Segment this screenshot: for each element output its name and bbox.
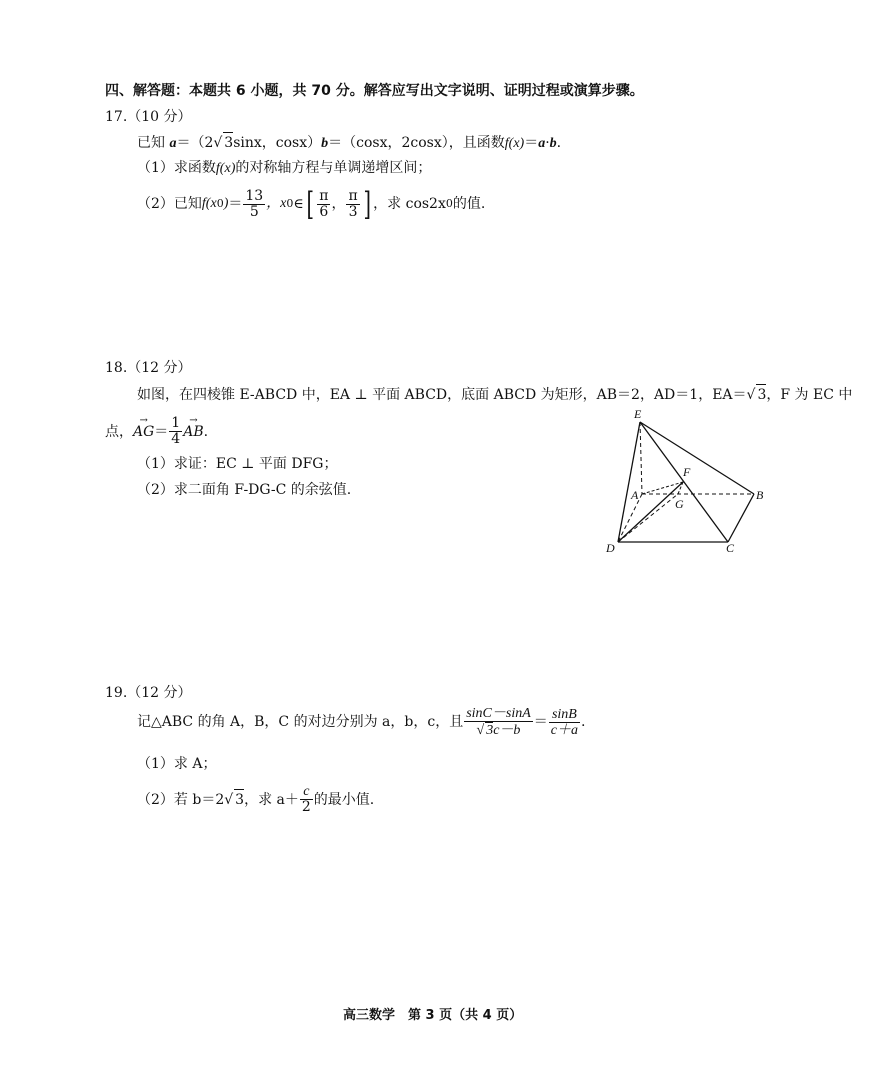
q17-pi6-den: 6 [319, 203, 329, 220]
q19-f2-den: c＋a [550, 722, 578, 738]
q17-ab-b: b [549, 136, 557, 151]
q18-stem1-end: ，F 为 EC 中 [766, 387, 853, 403]
q17-pi3-den: 3 [348, 203, 358, 220]
q19-part2-suffix: 的最小值. [313, 791, 375, 808]
label-F: F [683, 465, 691, 479]
q19-fraction-2 [549, 707, 580, 738]
label-E: E [634, 407, 642, 421]
q17-frac-num: 13 [245, 187, 264, 204]
q18-vector-ag: → AG [133, 422, 154, 442]
q19-f1-num: sinC－sinA [466, 706, 531, 721]
edge-CB [728, 494, 754, 542]
q19-stem-prefix: 记△ABC 的角 A，B，C 的对边分别为 a，b，c，且 [137, 714, 464, 730]
q19-number: 19.（12 分） [105, 685, 192, 701]
edge-EA [640, 422, 642, 494]
q17-a-components: sinx，cosx） [233, 135, 322, 151]
q19-part2-prefix: （2）若 b＝2 [137, 791, 225, 808]
label-B: B [756, 488, 764, 502]
q17-sub0: 0 [216, 197, 224, 210]
q17-x0-sub: 0 [286, 197, 294, 210]
q17-fx0: f(x [201, 196, 217, 211]
section-title: 四、解答题：本题共 6 小题，共 70 分。解答应写出文字说明、证明过程或演算步骤。 [105, 83, 644, 99]
q17-x0: ，x [266, 196, 287, 211]
q17-a-eq: ＝（2 [176, 135, 214, 151]
q19-f1-den [464, 722, 533, 738]
q17-part2-suffix-a: ，求 cos2x [373, 196, 446, 212]
q17-stem [137, 132, 561, 154]
q17-pi3-num: π [348, 187, 358, 204]
q17-vector-a: a [169, 136, 177, 151]
q17-ab-a: a [538, 136, 546, 151]
q17-part2-prefix: （2）已知 [137, 196, 202, 212]
q18-sqrt3: 3 [756, 384, 766, 405]
q19-eq: ＝ [533, 714, 548, 730]
q18-frac-num: 1 [171, 415, 181, 431]
sqrt-symbol: √ [746, 387, 756, 403]
q17-number: 17.（10 分） [105, 109, 192, 125]
q18-period: . [203, 423, 209, 440]
q19-part2-frac-num: c [300, 784, 313, 800]
q17-part2-suffix-b: 的值. [452, 196, 486, 212]
q17-pi-3 [346, 189, 359, 220]
q17-frac-den: 5 [249, 203, 259, 220]
q17-part1-fx: f(x) [215, 161, 236, 176]
label-C: C [726, 541, 735, 555]
q17-fx: f(x) [504, 136, 525, 151]
edge-EC [640, 422, 728, 542]
q18-part2: （2）求二面角 F-DG-C 的余弦值. [137, 482, 352, 498]
q17-part2 [137, 185, 486, 223]
q17-in: ∈ [293, 196, 304, 212]
q17-vector-b: b [321, 136, 329, 151]
left-bracket: [ [306, 185, 314, 223]
q17-fraction [243, 189, 265, 220]
q17-part1 [137, 158, 431, 179]
q17-stem-prefix: 已知 [137, 135, 165, 151]
q18-stem-line1 [137, 384, 852, 405]
q17-cos-sub: 0 [445, 197, 453, 210]
q18-stem1: 如图，在四棱锥 E-ABCD 中，EA ⊥ 平面 ABCD，底面 ABCD 为矩形，AB＝2，AD＝1，EA＝ [137, 387, 747, 403]
q17-pi-6 [317, 189, 330, 220]
q17-interval-comma: ， [331, 196, 346, 212]
q17-eq: ＝ [524, 135, 539, 151]
q19-part2-fraction [300, 784, 313, 815]
label-A: A [631, 488, 639, 502]
q17-dot: · [545, 135, 550, 151]
q17-b-def: ＝（cosx，2cosx），且函数 [328, 135, 505, 151]
q19-f2-num: sinB [549, 707, 580, 723]
q19-part1: （1）求 A； [137, 756, 217, 772]
q19-period: . [581, 714, 586, 730]
label-D: D [606, 541, 615, 555]
q18-stem-line2 [105, 416, 208, 447]
q17-pi6-num: π [319, 187, 329, 204]
q17-part1-prefix: （1）求函数 [137, 160, 216, 176]
q19-part2-frac-den: 2 [301, 799, 311, 815]
q19-stem [137, 706, 585, 738]
q18-frac-den: 4 [171, 431, 181, 447]
q19-part2-mid: ，求 a＋ [244, 791, 299, 808]
q19-f1-den-sqrt: 3 [486, 723, 494, 738]
q19-fraction-1 [464, 706, 533, 738]
q17-sqrt3: 3 [223, 132, 233, 153]
right-bracket: ] [363, 185, 371, 223]
edge-AD [618, 494, 642, 542]
sqrt-symbol: √ [213, 135, 223, 151]
page-footer: 高三数学 第 3 页（共 4 页） [343, 1008, 523, 1023]
label-G: G [675, 497, 684, 511]
q18-fraction [169, 416, 182, 447]
edge-EB [640, 422, 754, 494]
sqrt-symbol: √ [224, 791, 234, 808]
q19-f1-den-rest: c－b [493, 723, 521, 738]
q19-part2 [137, 784, 374, 815]
q17-part1-suffix: 的对称轴方程与单调递增区间； [235, 160, 432, 176]
q17-part2-eq: ＝ [228, 196, 243, 212]
q18-pyramid-figure [598, 405, 770, 555]
q17-period: . [556, 135, 562, 151]
q18-eq: ＝ [154, 423, 169, 440]
q17-fx0-close: ) [223, 196, 229, 211]
q18-number: 18.（12 分） [105, 360, 192, 376]
segment-DG [618, 494, 678, 542]
sqrt-symbol: √ [476, 723, 485, 738]
q18-vector-ab: → AB [183, 422, 203, 442]
q19-part2-sqrt: 3 [234, 789, 244, 810]
q18-stem2-prefix: 点， [105, 423, 133, 440]
q18-part1: （1）求证：EC ⊥ 平面 DFG； [137, 456, 338, 472]
